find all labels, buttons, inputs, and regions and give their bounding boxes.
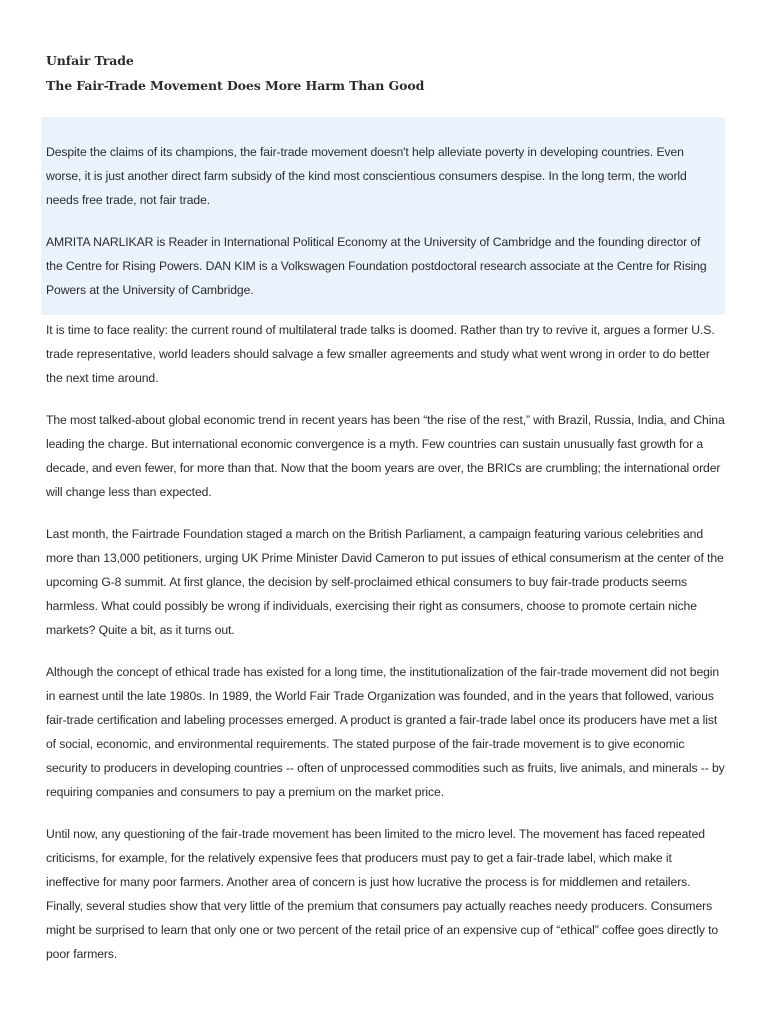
summary-box (41, 117, 725, 315)
article-paragraph: Although the concept of ethical trade has existed for a long time, the institutionalization of the fair-trade movement did not begin in earnest until the late 1980s. In 1989, the World Fair Trade Organization was founded, and in the years that followed, various fair-trade certification and labeling processes emerged. A product is granted a fair-trade label once its producers have met a list of social, economic, and environmental requirements. The stated purpose of the fair-trade movement is to give economic security to producers in developing countries -- often of unprocessed commodities such as fruits, live animals, and minerals -- by requiring companies and consumers to pay a premium on the market price. (46, 665, 725, 799)
title-block (46, 50, 726, 100)
document-subtitle: The Fair-Trade Movement Does More Harm Than Good (46, 78, 425, 93)
article-paragraph: Until now, any questioning of the fair-trade movement has been limited to the micro level. The movement has faced repeated criticisms, for example, for the relatively expensive fees that producers must pay to get a fair-trade label, which make it ineffective for many poor farmers. Another area of concern is just how lucrative the process is for middlemen and retailers. Finally, several studies show that very little of the premium that consumers pay actually reaches needy producers. Consumers might be surprised to learn that only one or two percent of the retail price of an expensive cup of “ethical” coffee goes directly to poor farmers. (46, 827, 719, 961)
article-paragraph: The most talked-about global economic trend in recent years has been “the rise of the rest,” with Brazil, Russia, India, and China leading the charge. But international economic convergence is a myth. Few countries can sustain unusually fast growth for a decade, and even fewer, for more than that. Now that the boom years are over, the BRICs are crumbling; the international order will change less than expected. (46, 413, 725, 499)
author-bio-paragraph: AMRITA NARLIKAR is Reader in International Political Economy at the University of Cambridge and the founding director of the Centre for Rising Powers. DAN KIM is a Volkswagen Foundation postdoctoral research associate at the Centre for Rising Powers at the University of Cambridge. (46, 235, 707, 297)
summary-paragraph: Despite the claims of its champions, the fair-trade movement doesn't help alleviate poverty in developing countries. Even worse, it is just another direct farm subsidy of the kind most conscientious consumers despise. In the long term, the world needs free trade, not fair trade. (46, 145, 687, 207)
article-paragraph: It is time to face reality: the current round of multilateral trade talks is doomed. Rather than try to revive it, argues a former U.S. trade representative, world leaders should salvage a few smaller agreements and study what went wrong in order to do better the next time around. (46, 323, 715, 385)
document-title: Unfair Trade (46, 53, 134, 68)
article-paragraph: Last month, the Fairtrade Foundation staged a march on the British Parliament, a campaign featuring various celebrities and more than 13,000 petitioners, urging UK Prime Minister David Cameron to put issues of ethical consumerism at the center of the upcoming G-8 summit. At first glance, the decision by self-proclaimed ethical consumers to buy fair-trade products seems harmless. What could possibly be wrong if individuals, exercising their right as consumers, choose to promote certain niche markets? Quite a bit, as it turns out. (46, 527, 724, 637)
article-body (46, 318, 726, 984)
